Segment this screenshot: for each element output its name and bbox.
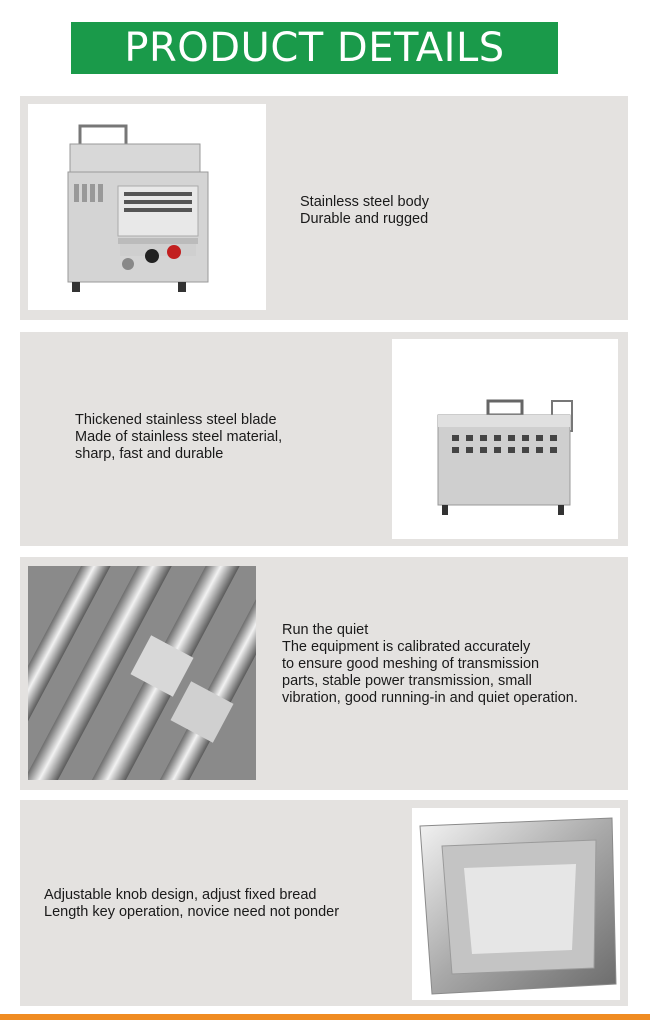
gas-fryer-photo [28,104,266,310]
caption-line: The equipment is calibrated accurately [282,639,531,655]
caption-line: parts, stable power transmission, small [282,673,532,689]
caption-line: Stainless steel body [300,194,429,210]
feature-caption [75,412,282,463]
feature-caption [282,622,578,707]
caption-line: Run the quiet [282,622,369,638]
caption-line: Adjustable knob design, adjust fixed bread [44,887,317,903]
feature-panel-quiet [20,557,628,790]
caption-line: vibration, good running-in and quiet operation. [282,690,578,706]
fryer-side-photo [392,339,618,539]
accent-bar [0,1014,650,1020]
feature-panel-body [20,96,628,320]
steel-basin-photo [412,808,620,1000]
feature-panel-blade [20,332,628,546]
caption-line: to ensure good meshing of transmission [282,656,540,672]
feature-caption [44,887,339,921]
page-title: PRODUCT DETAILS [71,22,558,74]
caption-line: Length key operation, novice need not ponder [44,904,340,920]
feature-panel-knob [20,800,628,1006]
feature-caption [300,194,429,228]
caption-line: Made of stainless steel material, [75,429,283,445]
caption-line: Thickened stainless steel blade [75,412,277,428]
steel-rods-closeup-photo [28,566,256,780]
caption-line: Durable and rugged [300,211,429,227]
caption-line: sharp, fast and durable [75,446,224,462]
